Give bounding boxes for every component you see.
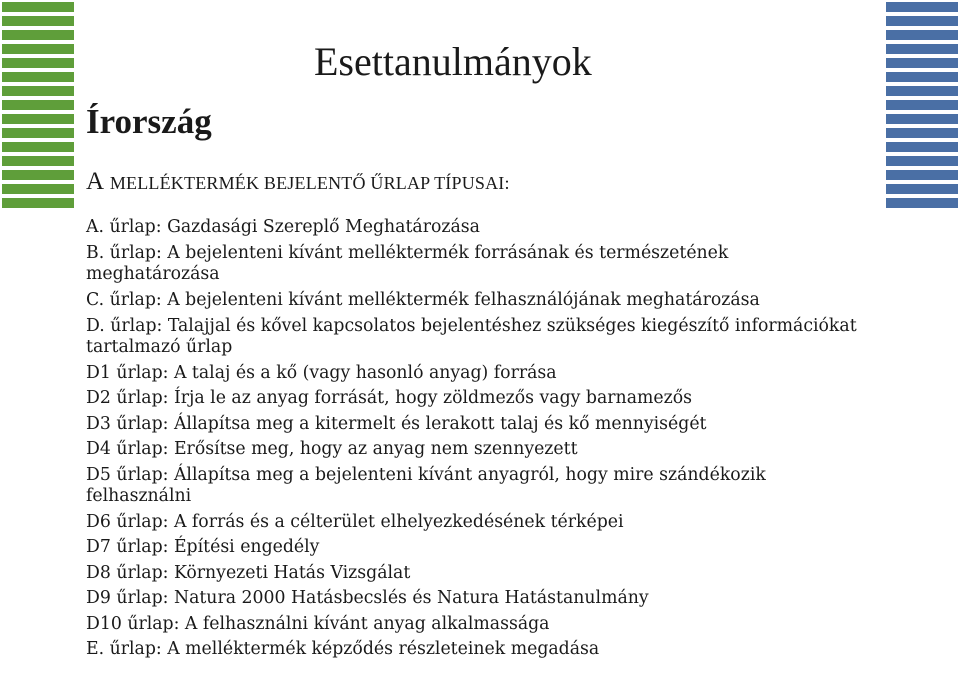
section-heading-lead: A bbox=[86, 168, 105, 195]
stripe-bar bbox=[886, 170, 958, 180]
list-item: D9 űrlap: Natura 2000 Hatásbecslés és Natura Hatástanulmány bbox=[86, 588, 649, 608]
list-item: D8 űrlap: Környezeti Hatás Vizsgálat bbox=[86, 562, 411, 583]
stripe-bar bbox=[2, 2, 74, 12]
stripe-bar bbox=[886, 86, 958, 96]
list-item: D5 űrlap: Állapítsa meg a bejelenteni kívánt anyagról, hogy mire szándékozik felhasználni bbox=[86, 464, 766, 506]
stripe-bar bbox=[2, 100, 74, 110]
stripe-bar bbox=[2, 198, 74, 208]
list-item: B. űrlap: A bejelenteni kívánt melléktermék forrásának és természetének meghatározása bbox=[86, 242, 729, 284]
stripe-bar bbox=[2, 142, 74, 152]
stripe-bar bbox=[2, 58, 74, 68]
section-heading-text: MELLÉKTERMÉK BEJELENTŐ ŰRLAP TÍPUSAI: bbox=[109, 173, 510, 193]
stripe-bar bbox=[886, 30, 958, 40]
list-item: D4 űrlap: Erősítse meg, hogy az anyag nem szennyezett bbox=[86, 439, 578, 459]
list-item: D1 űrlap: A talaj és a kő (vagy hasonló anyag) forrása bbox=[86, 362, 557, 383]
country-heading: Írország bbox=[86, 102, 212, 141]
stripe-bar bbox=[2, 16, 74, 26]
stripe-bar bbox=[886, 44, 958, 54]
list-item: D2 űrlap: Írja le az anyag forrását, hogy zöldmezős vagy barnamezős bbox=[86, 388, 692, 408]
stripe-bar bbox=[2, 30, 74, 40]
list-item: D10 űrlap: A felhasználni kívánt anyag alkalmassága bbox=[86, 613, 550, 634]
stripe-bar bbox=[2, 156, 74, 166]
stripe-bar bbox=[886, 58, 958, 68]
stripe-bar bbox=[2, 128, 74, 138]
stripe-bar bbox=[886, 16, 958, 26]
stripe-bar bbox=[886, 156, 958, 166]
list-item: E. űrlap: A melléktermék képződés részleteinek megadása bbox=[86, 639, 600, 659]
list-item: D6 űrlap: A forrás és a célterület elhelyezkedésének térképei bbox=[86, 511, 624, 532]
list-item: D7 űrlap: Építési engedély bbox=[86, 537, 320, 557]
stripe-bar bbox=[2, 72, 74, 82]
list-item: D3 űrlap: Állapítsa meg a kitermelt és lerakott talaj és kő mennyiségét bbox=[86, 413, 707, 434]
stripe-bar bbox=[2, 114, 74, 124]
stripe-bar bbox=[886, 2, 958, 12]
stripe-bar bbox=[2, 86, 74, 96]
stripe-bar bbox=[886, 184, 958, 194]
stripe-bar bbox=[2, 184, 74, 194]
left-decorative-stripes bbox=[2, 2, 74, 208]
form-type-list bbox=[86, 217, 866, 665]
stripe-bar bbox=[886, 142, 958, 152]
stripe-bar bbox=[886, 100, 958, 110]
stripe-bar bbox=[2, 44, 74, 54]
slide-title: Esettanulmányok bbox=[314, 39, 592, 84]
list-item: C. űrlap: A bejelenteni kívánt melléktermék felhasználójának meghatározása bbox=[86, 289, 760, 310]
list-item: D. űrlap: Talajjal és kővel kapcsolatos bejelentéshez szükséges kiegészítő információkat tartalmazó űrlap bbox=[86, 315, 857, 357]
stripe-bar bbox=[886, 114, 958, 124]
stripe-bar bbox=[2, 170, 74, 180]
right-decorative-stripes bbox=[886, 2, 958, 208]
section-heading bbox=[86, 168, 510, 196]
list-item: A. űrlap: Gazdasági Szereplő Meghatározása bbox=[86, 217, 480, 237]
stripe-bar bbox=[886, 72, 958, 82]
stripe-bar bbox=[886, 198, 958, 208]
stripe-bar bbox=[886, 128, 958, 138]
